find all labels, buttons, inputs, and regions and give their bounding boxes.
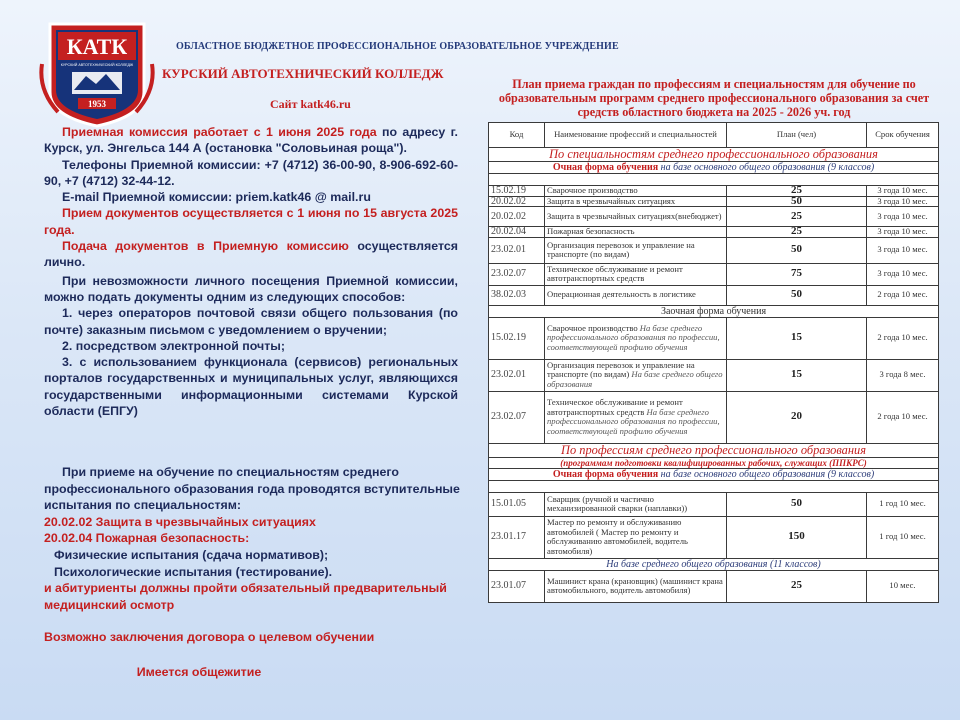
part-time-row (489, 305, 939, 317)
blank-row (489, 480, 939, 492)
exams-intro: При приеме на обучение по специальностям среднего профессионального образования года проводятся вступительные испытания по специальностям: (44, 465, 460, 513)
admission-address-text: по адресу г. Курск, ул. Энгельса 144 А (остановка "Соловьиная роща"). (44, 125, 459, 156)
table-row: 23.02.01 Организация перевозок и управление на транспорте (по видам) На базе среднего общего образования 15 3 года 8 мес. (489, 359, 939, 391)
table-row: 23.01.17 Мастер по ремонту и обслуживанию автомобилей ( Мастер по ремонту и обслуживанию автомобилей, водитель автомобиля) 150 1 год 10 мес. (489, 516, 939, 558)
header-college: КУРСКИЙ АВТОТЕХНИЧЕСКИЙ КОЛЛЕДЖ (162, 66, 444, 81)
email-paragraph: E-mail Приемной комиссии: priem.katk46 @ mail.ru (62, 190, 371, 205)
logo-subtitle: КУРСКИЙ АВТОТЕХНИЧЕСКИЙ КОЛЛЕДЖ (60, 63, 134, 67)
phones-paragraph: Телефоны Приемной комиссии: +7 (4712) 36-00-90, 8-906-692-60-90, +7 (4712) 32-44-12. (44, 157, 458, 188)
logo-year: 1953 (88, 99, 106, 109)
full-time-row (489, 162, 939, 174)
admission-start-text: Приемная комиссия работает с 1 июня 2025 года (62, 125, 377, 139)
base-11-row (489, 558, 939, 570)
base-11-label: На базе среднего общего образования (11 классов) (489, 558, 939, 570)
submission-rest-text: осуществляется лично. (44, 239, 458, 270)
full-time-basis (489, 162, 939, 174)
table-row: 15.02.19 Сварочное производство На базе среднего профессионального образования по профессии, соответствующей профилю обучения 15 2 года 10 мес. (489, 317, 939, 359)
section-specialties-row (489, 148, 939, 162)
header-term: Срок обучения (867, 123, 939, 148)
section-professions-row (489, 443, 939, 457)
blank-row (489, 174, 939, 186)
dormitory-note: Имеется общежитие (136, 664, 262, 679)
admission-info (44, 124, 458, 419)
header-code: Код (489, 123, 545, 148)
admission-schedule-paragraph (44, 124, 458, 157)
table-row: 15.02.19 Сварочное производство 25 3 года 10 мес. (489, 186, 939, 197)
full-time-row-2: Очная форма обучения на базе основного общего образования (9 классов) (489, 468, 939, 480)
base-9-label: на базе основного общего образования (9 классов) (660, 162, 875, 173)
method-2-paragraph: 2. посредством электронной почты; (62, 338, 285, 353)
college-logo (38, 20, 156, 128)
plan-title: План приема граждан по профессиям и специальностям для обучение по образовательным программ среднего профессионального образования за счет средств областного бюджета на 2025 - 2026 уч. год (498, 77, 930, 119)
table-row: 23.02.01 Организация перевозок и управление на транспорте (по видам) 50 3 года 10 мес. (489, 237, 939, 263)
medical-exam-note: и абитуриенты должны пройти обязательный предварительный медицинский осмотр (44, 581, 447, 612)
ppkrs-note: (программам подготовки квалифицированных рабочих, служащих (ППКРС) (489, 457, 939, 468)
table-row: 20.02.04 Пожарная безопасность 25 3 года 10 мес. (489, 227, 939, 238)
table-row: 20.02.02 Защита в чрезвычайных ситуациях 50 3 года 10 мес. (489, 196, 939, 207)
method-1-paragraph: 1. через операторов почтовой связи общего пользования (по почте) заказным письмом с уведомлением о вручении; (44, 306, 458, 337)
target-training-note: Возможно заключения договора о целевом обучении (44, 630, 375, 645)
part-time-label: Заочная форма обучения (489, 305, 939, 317)
documents-period-paragraph: Прием документов осуществляется с 1 июня по 15 августа 2025 года. (44, 206, 458, 237)
entrance-exams-info (44, 464, 474, 681)
table-row: 20.02.02 Защита в чрезвычайных ситуациях(внебюджет) 25 3 года 10 мес. (489, 207, 939, 227)
section-specialties: По специальностям среднего профессионального образования (489, 148, 939, 162)
admission-plan-table (488, 122, 939, 603)
header-org: ОБЛАСТНОЕ БЮДЖЕТНОЕ ПРОФЕССИОНАЛЬНОЕ ОБРАЗОВАТЕЛЬНОЕ УЧРЕЖДЕНИЕ (176, 41, 619, 52)
ppkrs-note-row (489, 457, 939, 468)
submission-red-text: Подача документов в Приемную комиссию (62, 239, 349, 254)
logo-abbr: КАТК (66, 34, 128, 59)
table-row: 23.01.07 Машинист крана (крановщик) (машинист крана автомобильного, водитель автомобиля) 25 10 мес. (489, 570, 939, 602)
table-row: 15.01.05 Сварщик (ручной и частично механизированной сварки (наплавки)) 50 1 год 10 мес. (489, 492, 939, 516)
table-header-row (489, 123, 939, 148)
exam-psychological: Психологические испытания (тестирование). (54, 564, 333, 579)
submission-paragraph (44, 238, 458, 271)
header-plan: План (чел) (727, 123, 867, 148)
header-name: Наименование профессий и специальностей (545, 123, 727, 148)
header-site-link[interactable]: Сайт katk46.ru (270, 97, 351, 111)
table-row: 23.02.07 Техническое обслуживание и ремонт автотранспортных средств На базе среднего профессионального образования по профессии, соответствующей профилю обучения 20 2 года 10 мес. (489, 391, 939, 443)
alternatives-paragraph: При невозможности личного посещения Приемной комиссии, можно подать документы одним из следующих способов: (44, 273, 458, 304)
section-professions: По профессиям среднего профессионального образования (489, 443, 939, 457)
table-row: 23.02.07 Техническое обслуживание и ремонт автотранспортных средств 75 3 года 10 мес. (489, 263, 939, 285)
table-row: 38.02.03 Операционная деятельность в логистике 50 2 года 10 мес. (489, 285, 939, 305)
exam-specialty-1: 20.02.02 Защита в чрезвычайных ситуациях (44, 514, 316, 529)
exam-specialty-2: 20.02.04 Пожарная безопасность: (44, 531, 250, 546)
method-3-paragraph: 3. с использованием функционала (сервисов) региональных порталов государственных и муниципальных услуг, являющихся государственными информационными системами Курской области (ЕПГУ) (44, 355, 458, 419)
exam-physical: Физические испытания (сдача нормативов); (54, 547, 329, 562)
full-time-label: Очная форма обучения (552, 162, 659, 173)
